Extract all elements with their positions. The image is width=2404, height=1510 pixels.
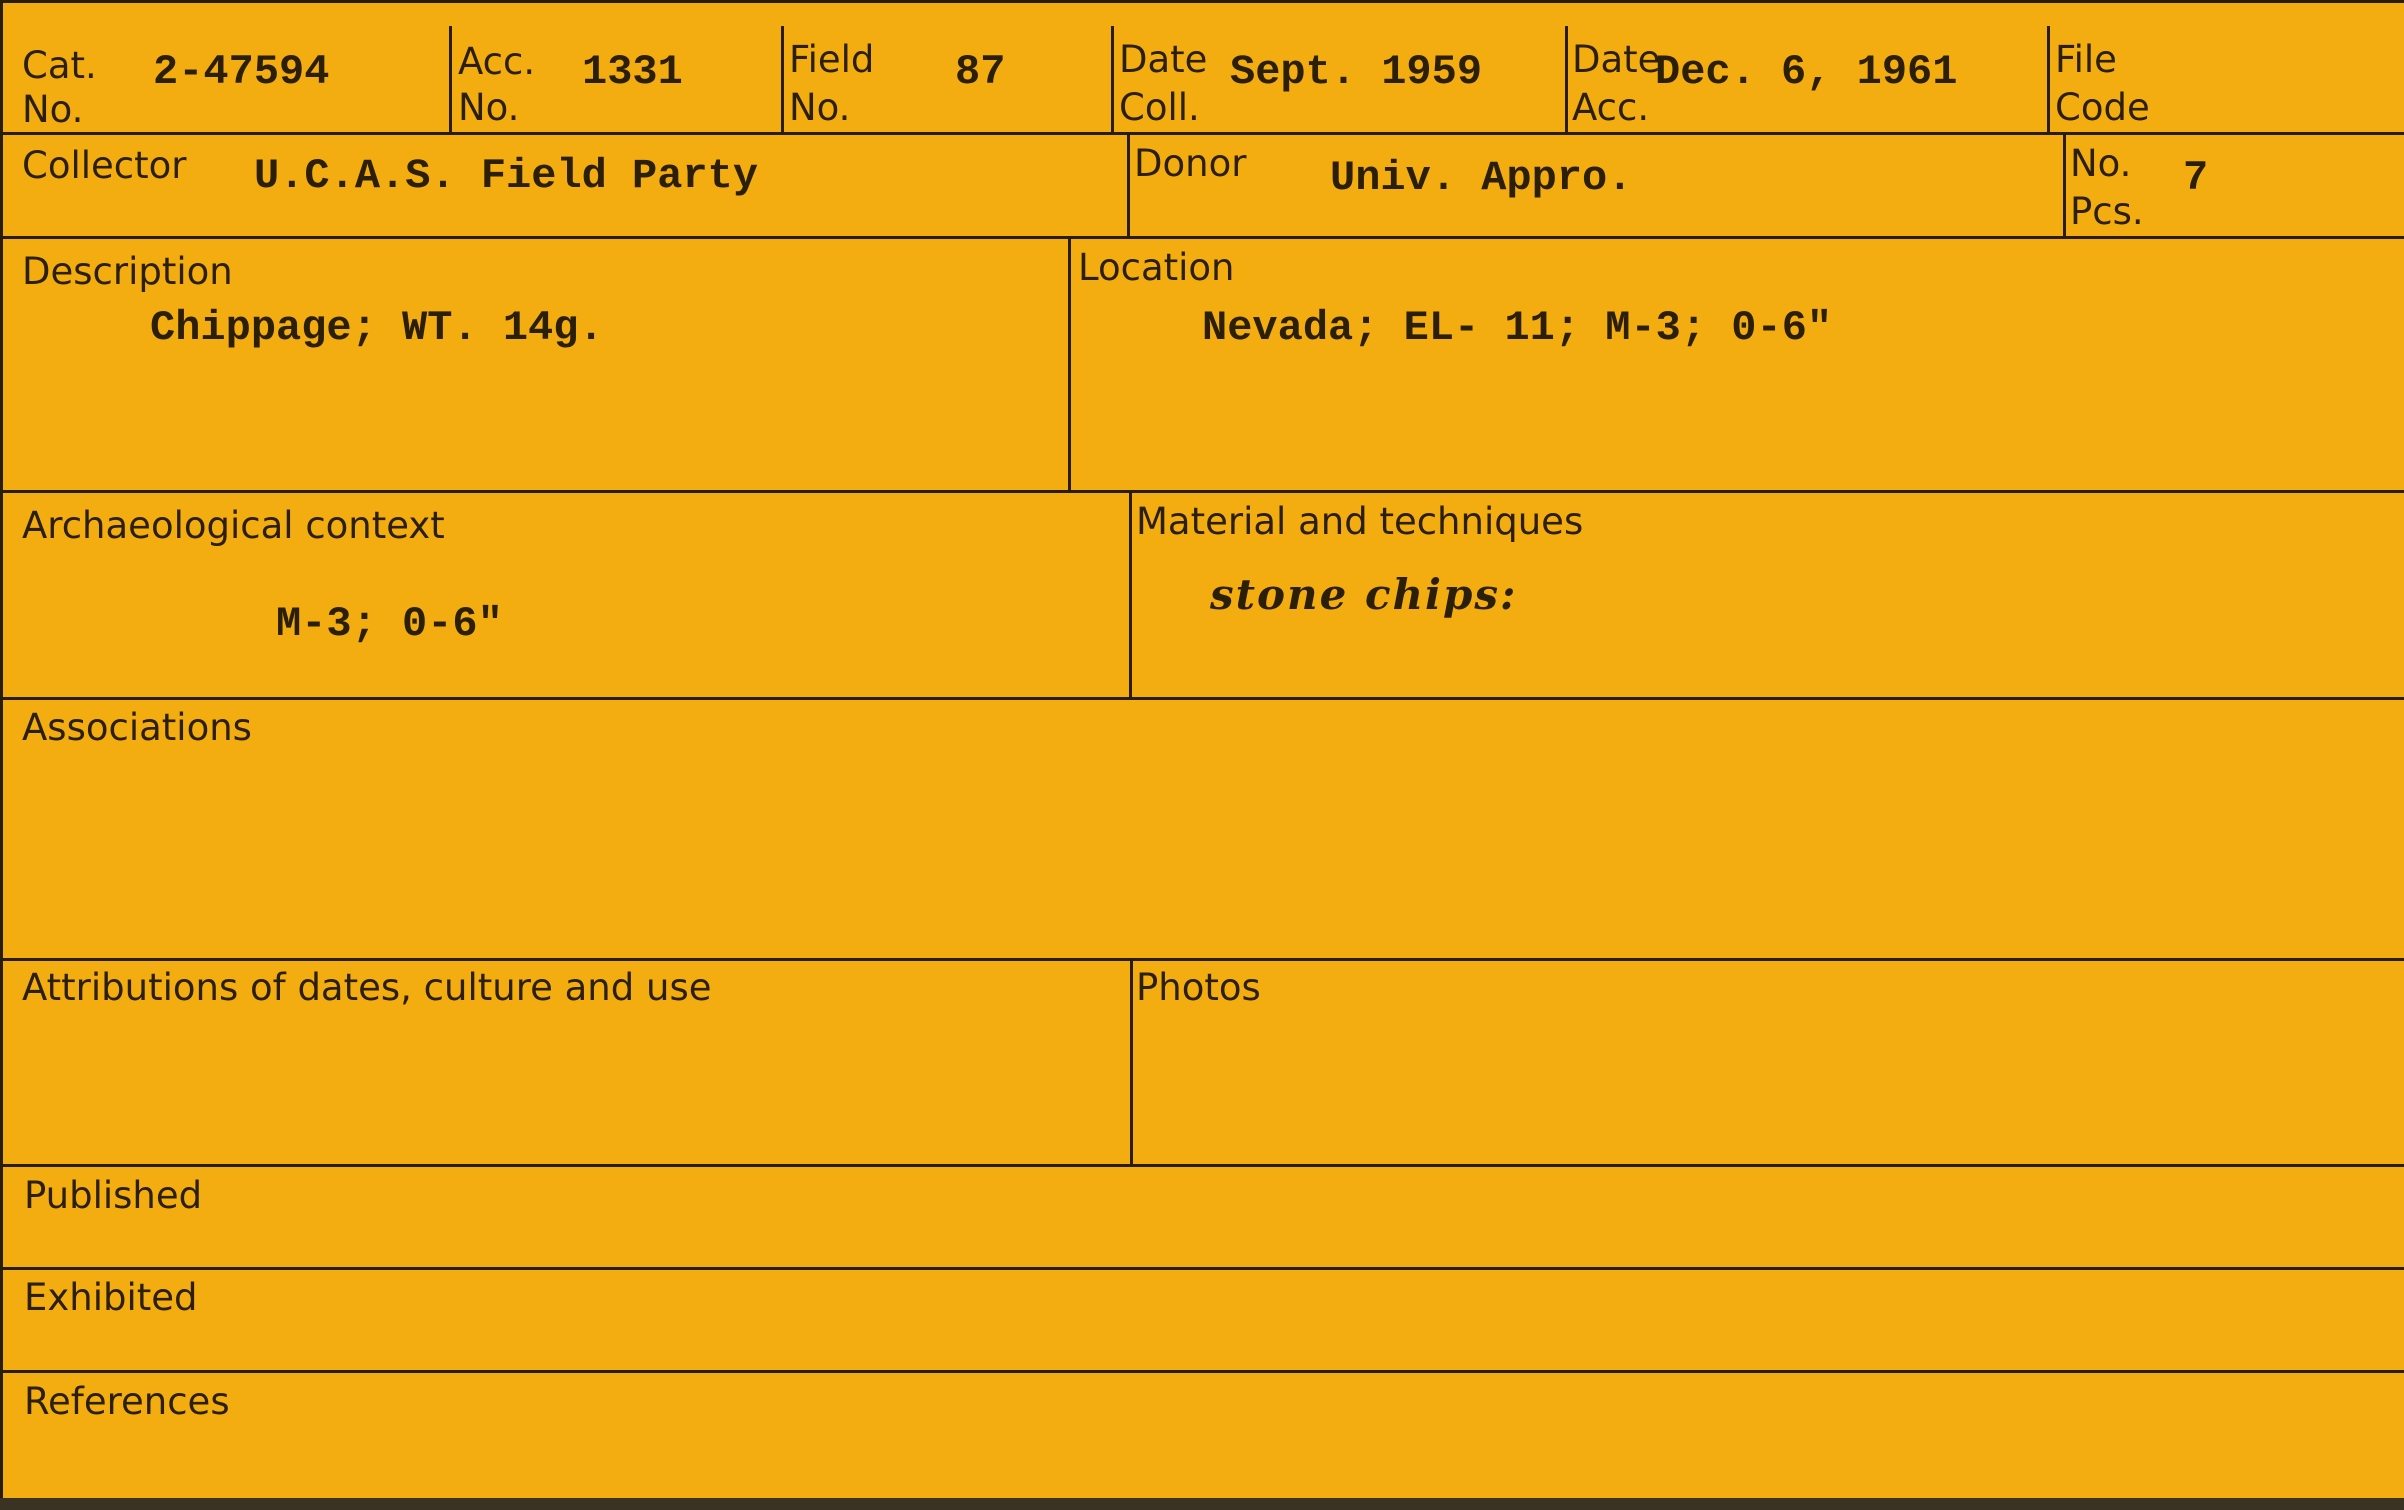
description-label: Description	[22, 250, 233, 293]
divider-donor	[1127, 132, 1130, 236]
card-bottom-edge	[0, 1498, 2404, 1510]
rule-left	[0, 0, 3, 1498]
divider-file-code	[2047, 26, 2050, 132]
collector-value: U.C.A.S. Field Party	[254, 152, 759, 200]
location-value: Nevada; EL- 11; M-3; 0-6"	[1202, 304, 1833, 352]
archaeological-context-label: Archaeological context	[22, 504, 445, 547]
donor-label: Donor	[1134, 142, 1247, 185]
pieces-value: 7	[2183, 154, 2209, 202]
material-value: stone chips:	[1210, 570, 1518, 619]
rule-attributions	[0, 1164, 2404, 1167]
date-coll-value: Sept. 1959	[1230, 48, 1483, 96]
donor-value: Univ. Appro.	[1330, 154, 1633, 202]
divider-material	[1129, 490, 1132, 697]
acc-no-label-top: Acc.	[458, 40, 536, 83]
cat-no-label-bottom: No.	[22, 88, 84, 131]
location-label: Location	[1078, 246, 1235, 289]
divider-date-coll	[1111, 26, 1114, 132]
exhibited-label: Exhibited	[24, 1276, 198, 1319]
divider-pieces	[2063, 132, 2066, 236]
rule-description	[0, 490, 2404, 493]
cat-no-value: 2-47594	[153, 48, 330, 96]
photos-label: Photos	[1136, 966, 1261, 1009]
date-coll-label-top: Date	[1119, 38, 1208, 81]
file-code-label-top: File	[2055, 38, 2117, 81]
field-no-label-bottom: No.	[789, 86, 851, 129]
published-label: Published	[24, 1174, 203, 1217]
rule-header	[0, 132, 2404, 135]
rule-collector	[0, 236, 2404, 239]
acc-no-value: 1331	[582, 48, 683, 96]
cat-no-label-top: Cat.	[22, 44, 97, 87]
field-no-label-top: Field	[789, 38, 875, 81]
collector-label: Collector	[22, 144, 187, 187]
date-coll-label-bottom: Coll.	[1119, 86, 1200, 129]
field-no-value: 87	[955, 48, 1006, 96]
date-acc-label-top: Date	[1572, 38, 1661, 81]
date-acc-value: Dec. 6, 1961	[1655, 48, 1958, 96]
description-value: Chippage; WT. 14g.	[150, 304, 604, 352]
acc-no-label-bottom: No.	[458, 86, 520, 129]
pieces-label-bottom: Pcs.	[2070, 190, 2144, 233]
references-label: References	[24, 1380, 230, 1423]
material-label: Material and techniques	[1136, 500, 1584, 543]
rule-context	[0, 697, 2404, 700]
divider-location	[1068, 236, 1071, 490]
archaeological-context-value: M-3; 0-6"	[276, 600, 503, 648]
rule-exhibited	[0, 1370, 2404, 1373]
divider-photos	[1130, 958, 1133, 1164]
rule-associations	[0, 958, 2404, 961]
attributions-label: Attributions of dates, culture and use	[22, 966, 712, 1009]
pieces-label-top: No.	[2070, 142, 2132, 185]
divider-acc	[449, 26, 452, 132]
rule-published	[0, 1267, 2404, 1270]
associations-label: Associations	[22, 706, 252, 749]
date-acc-label-bottom: Acc.	[1572, 86, 1650, 129]
file-code-label-bottom: Code	[2055, 86, 2150, 129]
divider-date-acc	[1565, 26, 1568, 132]
divider-field	[781, 26, 784, 132]
rule-top	[0, 0, 2404, 3]
